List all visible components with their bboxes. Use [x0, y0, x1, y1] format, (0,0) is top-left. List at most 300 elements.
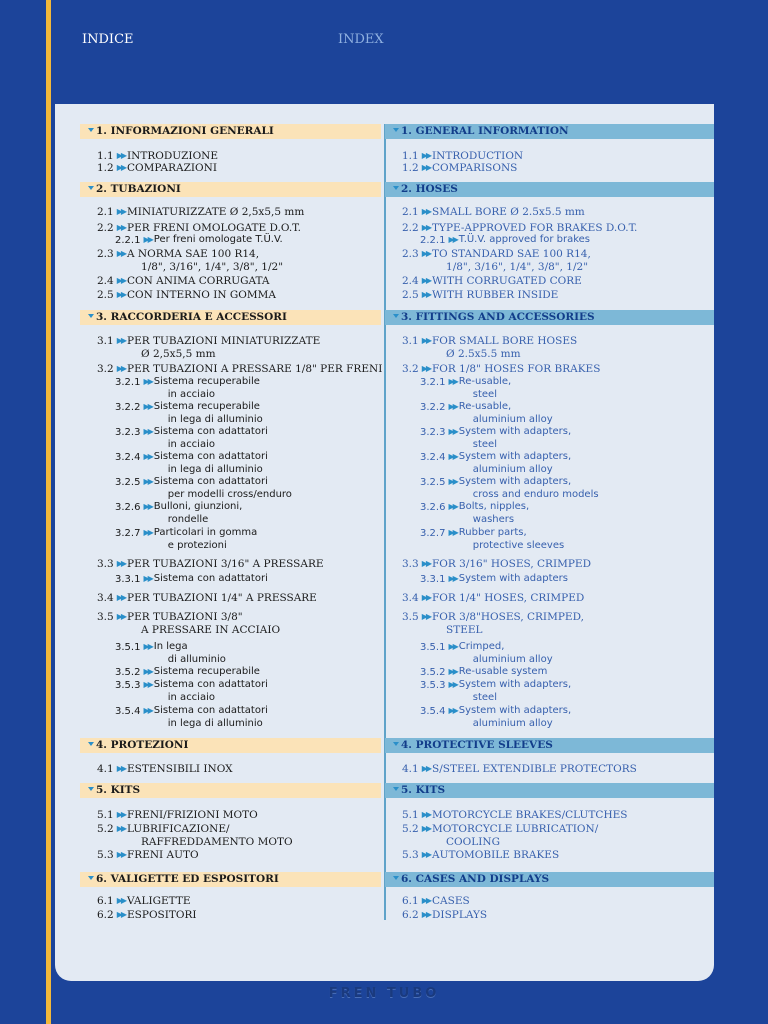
entry-text: PER TUBAZIONI 1/4" A PRESSARE [127, 592, 317, 604]
entry-text: PER TUBAZIONI 3/16" A PRESSARE [127, 558, 324, 570]
entry-text: Sistema con adattatori [153, 573, 268, 584]
en-section-header [385, 310, 714, 325]
double-arrow-icon: ▶▶ [143, 680, 152, 689]
double-arrow-icon: ▶▶ [421, 896, 431, 905]
entry-text: LUBRIFICAZIONE/ [127, 823, 230, 835]
entry-text: steel [472, 691, 497, 703]
entry-text: FOR 1/4" HOSES, CRIMPED [432, 592, 585, 604]
double-arrow-icon: ▶▶ [116, 290, 126, 299]
en-index-entry [402, 248, 591, 273]
en-index-entry [402, 363, 600, 376]
entry-number: 2.1 [402, 206, 419, 218]
entry-text: STEEL [446, 623, 483, 636]
entry-text: 1/8", 3/16", 1/4", 3/8", 1/2" [446, 260, 589, 273]
entry-number: 3.1 [97, 335, 114, 347]
double-arrow-icon: ▶▶ [421, 612, 431, 621]
double-arrow-icon: ▶▶ [116, 896, 126, 905]
it-index-entry [97, 909, 197, 922]
it-index-entry [115, 451, 268, 476]
entry-text: Crimped, [458, 641, 505, 652]
entry-text: Sistema recuperabile [153, 666, 260, 677]
en-index-entry [420, 501, 529, 526]
double-arrow-icon: ▶▶ [116, 364, 126, 373]
entry-text: System with adapters, [458, 426, 572, 437]
double-arrow-icon: ▶▶ [448, 667, 457, 676]
entry-number: 3.5.1 [115, 642, 141, 653]
entry-number: 3.2 [402, 363, 419, 375]
double-arrow-icon: ▶▶ [116, 612, 126, 621]
it-index-entry [97, 206, 304, 219]
entry-text: Re-usable, [458, 376, 512, 387]
entry-number: 3.4 [97, 592, 114, 604]
double-arrow-icon: ▶▶ [421, 810, 431, 819]
entry-number: 4.1 [402, 763, 419, 775]
entry-number: 2.5 [402, 289, 419, 301]
it-index-entry [115, 679, 268, 704]
entry-text: 1/8", 3/16", 1/4", 3/8", 1/2" [141, 260, 284, 273]
it-section-header [80, 124, 381, 139]
en-index-entry [420, 641, 553, 666]
it-section-title: 1. INFORMAZIONI GENERALI [96, 125, 274, 137]
entry-text: WITH CORRUGATED CORE [432, 275, 582, 287]
entry-text: Bulloni, giunzioni, [153, 501, 243, 512]
entry-text: DISPLAYS [432, 909, 488, 921]
it-index-entry [97, 150, 218, 163]
it-section-header [80, 738, 381, 753]
double-arrow-icon: ▶▶ [116, 249, 126, 258]
header-title-english: INDEX [338, 32, 384, 47]
double-arrow-icon: ▶▶ [143, 706, 152, 715]
it-section-title: 4. PROTEZIONI [96, 739, 189, 751]
entry-text: PER FRENI OMOLOGATE D.O.T. [127, 222, 301, 234]
it-section-header [80, 182, 381, 197]
entry-text: FOR 3/8"HOSES, CRIMPED, [432, 611, 584, 623]
en-index-entry [402, 895, 470, 908]
double-arrow-icon: ▶▶ [116, 824, 126, 833]
double-arrow-icon: ▶▶ [421, 336, 431, 345]
entry-number: 3.2.7 [420, 528, 446, 539]
entry-number: 3.1 [402, 335, 419, 347]
entry-text: aluminium alloy [472, 413, 553, 425]
entry-number: 1.2 [402, 162, 419, 174]
entry-number: 2.2 [402, 222, 419, 234]
entry-number: 3.3.1 [115, 574, 141, 585]
entry-text: A PRESSARE IN ACCIAIO [141, 623, 281, 636]
entry-text: PER TUBAZIONI A PRESSARE 1/8" PER FRENI [127, 363, 383, 375]
triangle-down-icon [88, 128, 94, 132]
entry-number: 1.1 [97, 150, 114, 162]
entry-number: 2.3 [402, 248, 419, 260]
it-index-entry [97, 849, 199, 862]
entry-text: Ø 2.5x5.5 mm [446, 347, 521, 360]
entry-number: 3.5.2 [420, 667, 446, 678]
entry-text: INTRODUCTION [432, 150, 524, 162]
en-index-entry [402, 222, 637, 235]
it-index-entry [97, 809, 258, 822]
entry-number: 2.1 [97, 206, 114, 218]
double-arrow-icon: ▶▶ [116, 207, 126, 216]
entry-number: 3.2.5 [420, 477, 446, 488]
en-index-entry [420, 573, 568, 587]
en-index-entry [402, 809, 627, 822]
entry-number: 3.5.3 [420, 680, 446, 691]
entry-text: Re-usable, [458, 401, 512, 412]
triangle-down-icon [88, 742, 94, 746]
en-index-entry [420, 527, 564, 552]
double-arrow-icon: ▶▶ [448, 502, 457, 511]
double-arrow-icon: ▶▶ [421, 559, 431, 568]
entry-number: 4.1 [97, 763, 114, 775]
entry-text: in lega di alluminio [167, 413, 263, 425]
double-arrow-icon: ▶▶ [421, 223, 431, 232]
entry-text: Sistema con adattatori [153, 451, 268, 462]
entry-number: 6.1 [97, 895, 114, 907]
triangle-down-icon [393, 787, 399, 791]
double-arrow-icon: ▶▶ [421, 824, 431, 833]
en-section-title: 4. PROTECTIVE SLEEVES [401, 739, 553, 751]
entry-text: Sistema recuperabile [153, 401, 260, 412]
entry-number: 3.5.3 [115, 680, 141, 691]
double-arrow-icon: ▶▶ [421, 249, 431, 258]
triangle-down-icon [393, 742, 399, 746]
entry-text: CON ANIMA CORRUGATA [127, 275, 270, 287]
entry-text: steel [472, 438, 497, 450]
entry-number: 5.2 [97, 823, 114, 835]
index-card [55, 104, 714, 981]
double-arrow-icon: ▶▶ [116, 910, 126, 919]
en-section-header [385, 182, 714, 197]
en-index-entry [420, 705, 571, 730]
entry-text: Re-usable system [458, 666, 548, 677]
triangle-down-icon [393, 876, 399, 880]
double-arrow-icon: ▶▶ [116, 336, 126, 345]
entry-number: 6.1 [402, 895, 419, 907]
entry-number: 2.5 [97, 289, 114, 301]
entry-number: 5.1 [97, 809, 114, 821]
entry-text: COMPARAZIONI [127, 162, 217, 174]
left-accent-stripe [46, 0, 51, 1024]
it-index-entry [97, 248, 283, 273]
entry-text: FOR SMALL BORE HOSES [432, 335, 578, 347]
entry-number: 5.2 [402, 823, 419, 835]
entry-number: 2.4 [97, 275, 114, 287]
double-arrow-icon: ▶▶ [448, 402, 457, 411]
it-index-entry [97, 763, 233, 776]
entry-text: aluminium alloy [472, 463, 553, 475]
entry-number: 5.3 [402, 849, 419, 861]
double-arrow-icon: ▶▶ [143, 642, 152, 651]
double-arrow-icon: ▶▶ [116, 559, 126, 568]
triangle-down-icon [393, 128, 399, 132]
entry-text: TO STANDARD SAE 100 R14, [432, 248, 591, 260]
en-index-entry [402, 206, 585, 219]
double-arrow-icon: ▶▶ [143, 235, 152, 244]
entry-text: cross and enduro models [472, 488, 599, 500]
entry-number: 3.5.2 [115, 667, 141, 678]
entry-text: CON INTERNO IN GOMMA [127, 289, 276, 301]
entry-number: 3.2.2 [420, 402, 446, 413]
double-arrow-icon: ▶▶ [448, 528, 457, 537]
entry-text: e protezioni [167, 539, 227, 551]
double-arrow-icon: ▶▶ [116, 850, 126, 859]
en-index-entry [420, 426, 571, 451]
it-index-entry [115, 641, 226, 666]
footer-brand: FREN TUBO [328, 986, 440, 1001]
double-arrow-icon: ▶▶ [116, 764, 126, 773]
entry-number: 2.4 [402, 275, 419, 287]
entry-text: Sistema recuperabile [153, 376, 260, 387]
double-arrow-icon: ▶▶ [448, 477, 457, 486]
en-section-header [385, 124, 714, 139]
double-arrow-icon: ▶▶ [116, 593, 126, 602]
entry-text: PER TUBAZIONI 3/8" [127, 611, 243, 623]
entry-number: 3.2.4 [420, 452, 446, 463]
entry-text: In lega [153, 641, 188, 652]
en-index-entry [420, 666, 547, 680]
entry-text: Per freni omologate T.Ü.V. [153, 234, 283, 245]
en-section-header [385, 872, 714, 887]
it-index-entry [97, 592, 317, 605]
entry-text: System with adapters, [458, 476, 572, 487]
entry-text: MOTORCYCLE LUBRICATION/ [432, 823, 599, 835]
double-arrow-icon: ▶▶ [143, 377, 152, 386]
entry-text: A NORMA SAE 100 R14, [127, 248, 260, 260]
entry-text: System with adapters, [458, 451, 572, 462]
entry-text: in acciaio [167, 691, 215, 703]
entry-number: 6.2 [402, 909, 419, 921]
entry-number: 5.3 [97, 849, 114, 861]
entry-text: Rubber parts, [458, 527, 527, 538]
entry-text: Bolts, nipples, [458, 501, 530, 512]
entry-number: 3.2 [97, 363, 114, 375]
entry-text: AUTOMOBILE BRAKES [432, 849, 560, 861]
entry-text: Particolari in gomma [153, 527, 258, 538]
double-arrow-icon: ▶▶ [421, 290, 431, 299]
en-section-title: 2. HOSES [401, 183, 458, 195]
column-divider [384, 124, 386, 920]
entry-number: 2.2.1 [420, 235, 446, 246]
en-section-header [385, 738, 714, 753]
en-index-entry [402, 335, 577, 360]
entry-number: 1.1 [402, 150, 419, 162]
entry-text: in lega di alluminio [167, 463, 263, 475]
entry-number: 3.4 [402, 592, 419, 604]
double-arrow-icon: ▶▶ [116, 163, 126, 172]
en-index-entry [402, 823, 598, 848]
it-index-entry [115, 501, 242, 526]
entry-text: ESTENSIBILI INOX [127, 763, 233, 775]
en-section-title: 1. GENERAL INFORMATION [401, 125, 569, 137]
entry-number: 3.5 [97, 611, 114, 623]
en-index-entry [402, 275, 582, 288]
double-arrow-icon: ▶▶ [421, 276, 431, 285]
entry-text: washers [472, 513, 515, 525]
double-arrow-icon: ▶▶ [448, 427, 457, 436]
entry-text: T.Ü.V. approved for brakes [458, 234, 591, 245]
it-index-entry [115, 476, 292, 501]
it-index-entry [97, 335, 320, 360]
double-arrow-icon: ▶▶ [116, 810, 126, 819]
entry-text: INTRODUZIONE [127, 150, 219, 162]
triangle-down-icon [393, 314, 399, 318]
entry-text: di alluminio [167, 653, 226, 665]
it-index-entry [115, 573, 268, 587]
it-section-header [80, 783, 381, 798]
entry-text: WITH RUBBER INSIDE [432, 289, 559, 301]
entry-text: RAFFREDDAMENTO MOTO [141, 835, 293, 848]
en-index-entry [402, 763, 637, 776]
it-index-entry [97, 611, 280, 636]
entry-text: COMPARISONS [432, 162, 518, 174]
double-arrow-icon: ▶▶ [421, 207, 431, 216]
double-arrow-icon: ▶▶ [143, 502, 152, 511]
entry-number: 3.2.5 [115, 477, 141, 488]
entry-text: FRENI/FRIZIONI MOTO [127, 809, 258, 821]
triangle-down-icon [393, 186, 399, 190]
entry-number: 1.2 [97, 162, 114, 174]
en-index-entry [420, 401, 553, 426]
double-arrow-icon: ▶▶ [143, 427, 152, 436]
en-index-entry [420, 476, 599, 501]
it-index-entry [97, 895, 191, 908]
en-index-entry [402, 849, 559, 862]
en-section-title: 5. KITS [401, 784, 446, 796]
entry-text: aluminium alloy [472, 717, 553, 729]
en-section-header [385, 783, 714, 798]
entry-number: 3.2.7 [115, 528, 141, 539]
entry-number: 3.5 [402, 611, 419, 623]
it-index-entry [97, 363, 382, 376]
en-section-title: 3. FITTINGS AND ACCESSORIES [401, 311, 595, 323]
triangle-down-icon [88, 787, 94, 791]
double-arrow-icon: ▶▶ [448, 574, 457, 583]
entry-text: Sistema con adattatori [153, 476, 268, 487]
entry-text: COOLING [446, 835, 500, 848]
it-index-entry [97, 289, 276, 302]
entry-number: 3.2.3 [115, 427, 141, 438]
it-index-entry [115, 426, 268, 451]
double-arrow-icon: ▶▶ [421, 163, 431, 172]
entry-text: S/STEEL EXTENDIBLE PROTECTORS [432, 763, 637, 775]
it-index-entry [115, 376, 260, 401]
triangle-down-icon [88, 876, 94, 880]
entry-text: FOR 3/16" HOSES, CRIMPED [432, 558, 592, 570]
en-index-entry [402, 150, 523, 163]
entry-text: System with adapters, [458, 679, 572, 690]
double-arrow-icon: ▶▶ [143, 452, 152, 461]
entry-number: 2.2.1 [115, 235, 141, 246]
entry-text: in acciaio [167, 388, 215, 400]
entry-text: MINIATURIZZATE Ø 2,5x5,5 mm [127, 206, 305, 218]
header-title-italian: INDICE [82, 32, 134, 47]
double-arrow-icon: ▶▶ [448, 706, 457, 715]
entry-number: 3.2.1 [420, 377, 446, 388]
double-arrow-icon: ▶▶ [448, 452, 457, 461]
entry-number: 3.3 [97, 558, 114, 570]
entry-number: 2.3 [97, 248, 114, 260]
it-index-entry [115, 705, 268, 730]
it-section-title: 2. TUBAZIONI [96, 183, 181, 195]
it-index-entry [97, 823, 293, 848]
double-arrow-icon: ▶▶ [421, 593, 431, 602]
it-index-entry [97, 558, 324, 571]
it-index-entry [115, 527, 257, 552]
entry-text: TYPE-APPROVED FOR BRAKES D.O.T. [432, 222, 638, 234]
entry-text: FOR 1/8" HOSES FOR BRAKES [432, 363, 601, 375]
en-index-entry [402, 289, 558, 302]
entry-text: Ø 2,5x5,5 mm [141, 347, 216, 360]
en-section-title: 6. CASES AND DISPLAYS [401, 873, 550, 885]
entry-text: PER TUBAZIONI MINIATURIZZATE [127, 335, 321, 347]
it-section-title: 6. VALIGETTE ED ESPOSITORI [96, 873, 279, 885]
it-index-entry [115, 234, 283, 248]
it-index-entry [97, 162, 217, 175]
entry-text: rondelle [167, 513, 209, 525]
entry-text: steel [472, 388, 497, 400]
en-index-entry [402, 611, 584, 636]
entry-text: System with adapters [458, 573, 568, 584]
entry-text: System with adapters, [458, 705, 572, 716]
it-section-title: 5. KITS [96, 784, 141, 796]
entry-number: 3.2.6 [420, 502, 446, 513]
entry-number: 3.5.4 [115, 706, 141, 717]
entry-number: 5.1 [402, 809, 419, 821]
double-arrow-icon: ▶▶ [448, 642, 457, 651]
it-section-header [80, 310, 381, 325]
double-arrow-icon: ▶▶ [448, 680, 457, 689]
entry-text: FRENI AUTO [127, 849, 199, 861]
entry-text: in lega di alluminio [167, 717, 263, 729]
it-section-header [80, 872, 381, 887]
it-index-entry [115, 666, 260, 680]
en-index-entry [420, 679, 571, 704]
en-index-entry [402, 592, 584, 605]
double-arrow-icon: ▶▶ [421, 151, 431, 160]
triangle-down-icon [88, 314, 94, 318]
entry-number: 3.2.3 [420, 427, 446, 438]
entry-text: VALIGETTE [127, 895, 191, 907]
entry-text: protective sleeves [472, 539, 565, 551]
en-index-entry [402, 909, 487, 922]
it-index-entry [97, 222, 301, 235]
entry-text: MOTORCYCLE BRAKES/CLUTCHES [432, 809, 628, 821]
entry-text: SMALL BORE Ø 2.5x5.5 mm [432, 206, 585, 218]
entry-text: Sistema con adattatori [153, 679, 268, 690]
entry-number: 3.5.1 [420, 642, 446, 653]
double-arrow-icon: ▶▶ [421, 850, 431, 859]
double-arrow-icon: ▶▶ [448, 235, 457, 244]
double-arrow-icon: ▶▶ [143, 574, 152, 583]
double-arrow-icon: ▶▶ [116, 276, 126, 285]
double-arrow-icon: ▶▶ [143, 477, 152, 486]
en-index-entry [402, 558, 591, 571]
double-arrow-icon: ▶▶ [116, 151, 126, 160]
double-arrow-icon: ▶▶ [143, 667, 152, 676]
double-arrow-icon: ▶▶ [421, 910, 431, 919]
en-index-entry [420, 234, 590, 248]
it-section-title: 3. RACCORDERIA E ACCESSORI [96, 311, 287, 323]
entry-text: CASES [432, 895, 470, 907]
double-arrow-icon: ▶▶ [143, 402, 152, 411]
entry-text: aluminium alloy [472, 653, 553, 665]
entry-number: 2.2 [97, 222, 114, 234]
entry-text: Sistema con adattatori [153, 426, 268, 437]
double-arrow-icon: ▶▶ [421, 364, 431, 373]
it-index-entry [115, 401, 263, 426]
double-arrow-icon: ▶▶ [448, 377, 457, 386]
entry-number: 3.2.1 [115, 377, 141, 388]
entry-text: per modelli cross/enduro [167, 488, 292, 500]
